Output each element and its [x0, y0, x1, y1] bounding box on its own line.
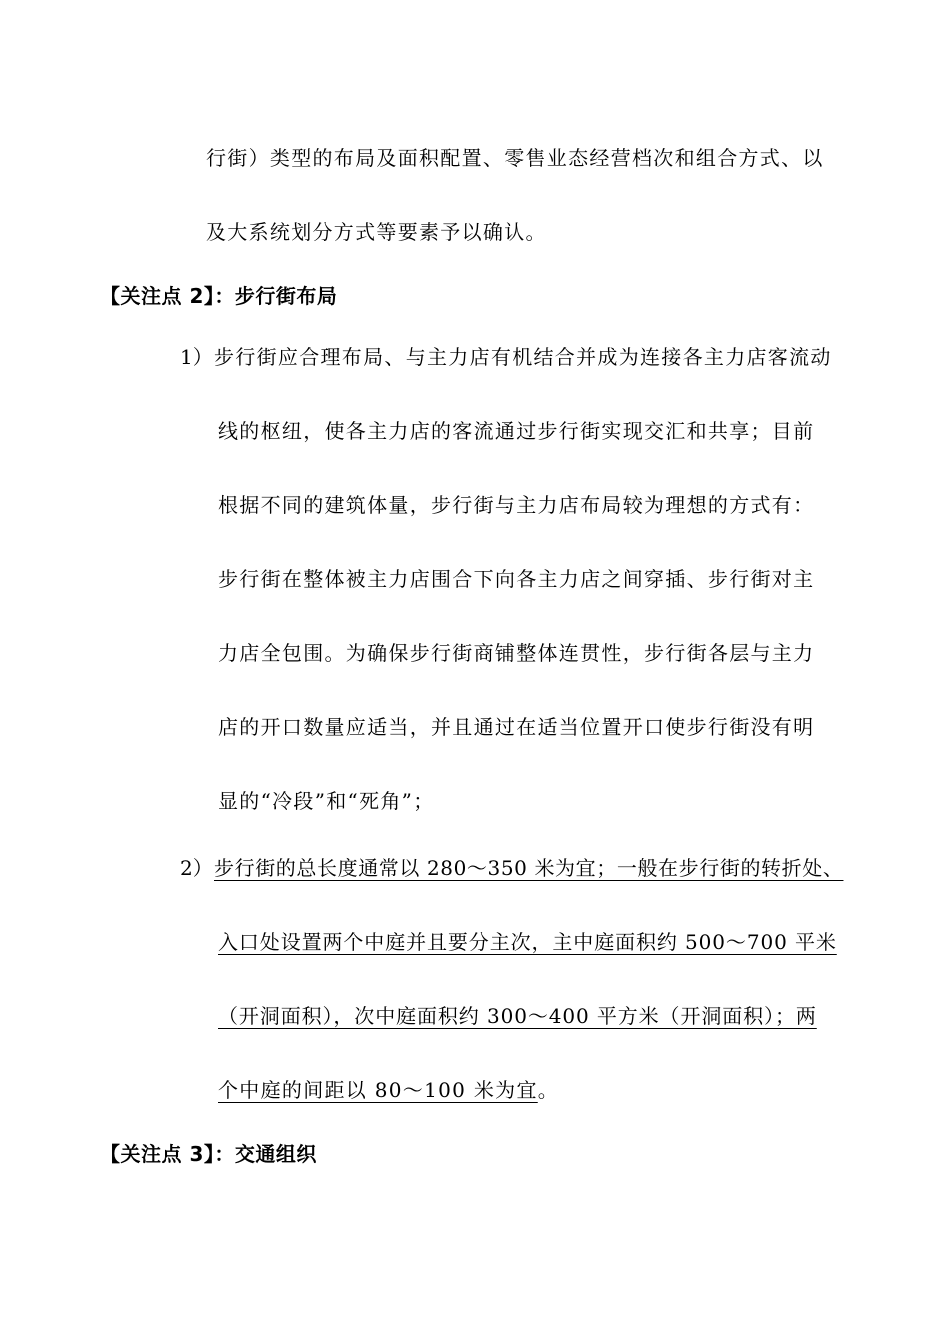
section-heading-3: 【关注点 3】：交通组织 [100, 1142, 317, 1166]
item-2-line-3: （开洞面积），次中庭面积约 300～400 平方米（开洞面积）；两 [218, 1004, 817, 1028]
item-1-line-5: 力店全包围。为确保步行街商铺整体连贯性，步行街各层与主力 [218, 641, 815, 665]
item-1-line-4: 步行街在整体被主力店围合下向各主力店之间穿插、步行街对主 [218, 567, 815, 591]
item-1-line-2: 线的枢纽，使各主力店的客流通过步行街实现交汇和共享；目前 [218, 419, 815, 443]
item-1-line-1: 步行街应合理布局、与主力店有机结合并成为连接各主力店客流动 [214, 345, 832, 369]
item-1-number: 1） [180, 345, 213, 369]
item-2-line-2: 入口处设置两个中庭并且要分主次，主中庭面积约 500～700 平米 [218, 930, 837, 954]
item-2-line-4-period: 。 [537, 1078, 560, 1102]
item-1-line-7: 显的“冷段”和“死角”； [218, 789, 435, 813]
intro-line-2: 及大系统划分方式等要素予以确认。 [206, 220, 547, 244]
item-2-number: 2） [180, 856, 213, 880]
item-1-line-3: 根据不同的建筑体量，步行街与主力店布局较为理想的方式有： [218, 493, 815, 517]
item-2-line-1: 步行街的总长度通常以 280～350 米为宜；一般在步行街的转折处、 [214, 856, 844, 880]
item-2-line-4 [218, 1076, 559, 1104]
item-1-line-6: 店的开口数量应适当，并且通过在适当位置开口使步行街没有明 [218, 715, 815, 739]
section-heading-2: 【关注点 2】：步行街布局 [100, 284, 338, 308]
intro-line-1: 行街）类型的布局及面积配置、零售业态经营档次和组合方式、以 [206, 146, 824, 170]
item-2-line-4-text: 个中庭的间距以 80～100 米为宜 [218, 1078, 538, 1102]
